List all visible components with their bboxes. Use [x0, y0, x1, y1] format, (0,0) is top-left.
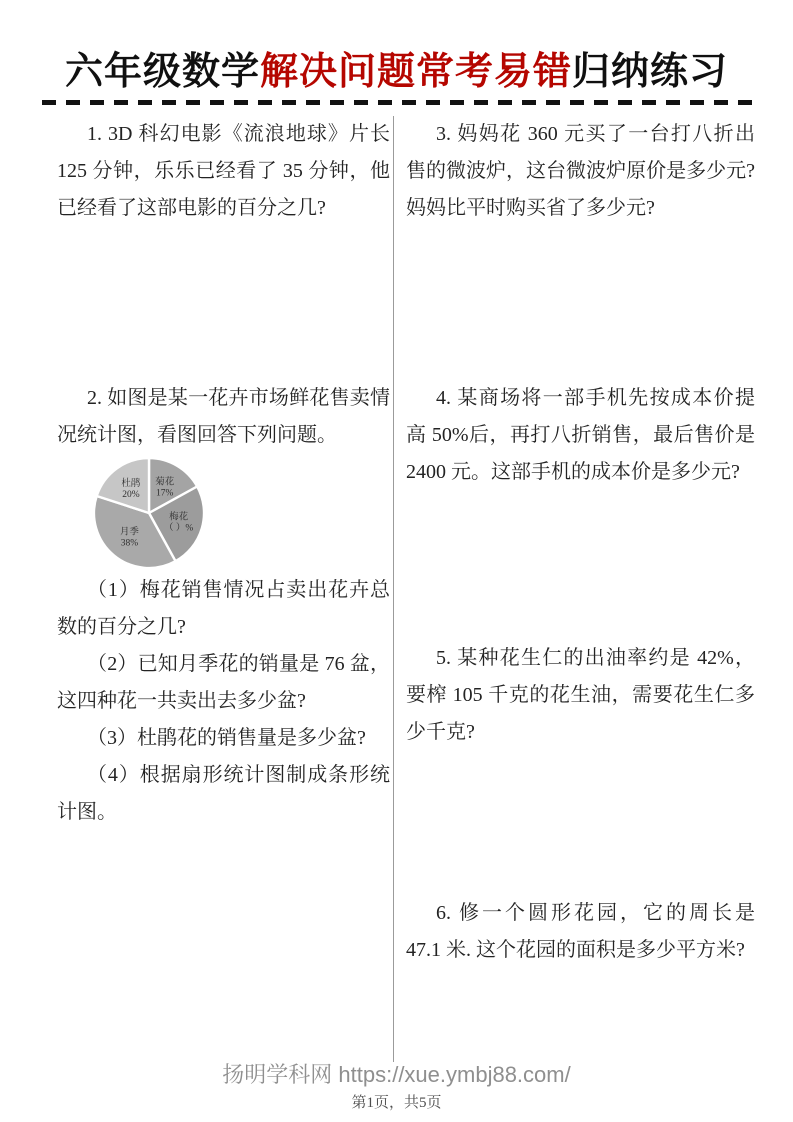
- problem-3: 3. 妈妈花 360 元买了一台打八折出售的微波炉，这台微波炉原价是多少元? 妈妈比平时购买省了多少元?: [406, 123, 755, 219]
- right-column: [406, 116, 755, 969]
- problem-4: 4. 某商场将一部手机先按成本价提高 50%后，再打八折销售，最后售价是 2400 元。这部手机的成本价是多少元?: [406, 387, 755, 483]
- footer-page-number: 第1页，共5页: [351, 1095, 442, 1111]
- flower-pie-chart-wrap: [85, 455, 213, 572]
- problem-2: 2. 如图是某一花卉市场鲜花售卖情况统计图，看图回答下列问题。: [57, 387, 390, 446]
- problem-2-sub-4: （4）根据扇形统计图制成条形统计图。: [57, 764, 390, 823]
- pie-label-杜鹃: 杜鹃: [121, 479, 141, 490]
- pie-label-月季: 38%: [120, 538, 139, 549]
- title-part-grade: 六年级数学: [64, 51, 260, 93]
- title-part-accent: 解决问题常考易错: [259, 51, 572, 93]
- problem-2-sub-1: （1）梅花销售情况占卖出花卉总数的百分之几?: [57, 579, 390, 638]
- column-divider-line: [393, 116, 394, 1062]
- flower-pie-chart: [85, 455, 213, 572]
- pie-label-月季: 月季: [119, 527, 139, 538]
- left-column: [57, 116, 390, 831]
- pie-label-菊花: 菊花: [155, 477, 175, 488]
- page-title: [0, 40, 793, 95]
- pie-label-梅花: 梅花: [169, 512, 189, 523]
- pie-label-梅花: （ ）%: [163, 523, 194, 534]
- problem-6: 6. 修一个圆形花园，它的周长是 47.1 米. 这个花园的面积是多少平方米?: [406, 902, 755, 961]
- footer-site-url: 扬明学科网 https://xue.ymbj88.com/: [222, 1062, 571, 1087]
- title-dashed-divider: [42, 100, 752, 105]
- pie-label-菊花: 17%: [155, 488, 174, 499]
- title-part-tail: 归纳练习: [572, 51, 729, 93]
- problem-5: 5. 某种花生仁的出油率约是 42%，要榨 105 千克的花生油，需要花生仁多少千克?: [406, 647, 755, 743]
- problem-2-sub-2: （2）已知月季花的销量是 76 盆，这四种花一共卖出去多少盆?: [57, 653, 390, 712]
- pie-label-杜鹃: 20%: [122, 490, 140, 501]
- problem-1: 1. 3D 科幻电影《流浪地球》片长 125 分钟，乐乐已经看了 35 分钟，他已经看了这部电影的百分之几?: [57, 123, 390, 219]
- problem-2-sub-3: （3）杜鹃花的销售量是多少盆?: [87, 727, 366, 749]
